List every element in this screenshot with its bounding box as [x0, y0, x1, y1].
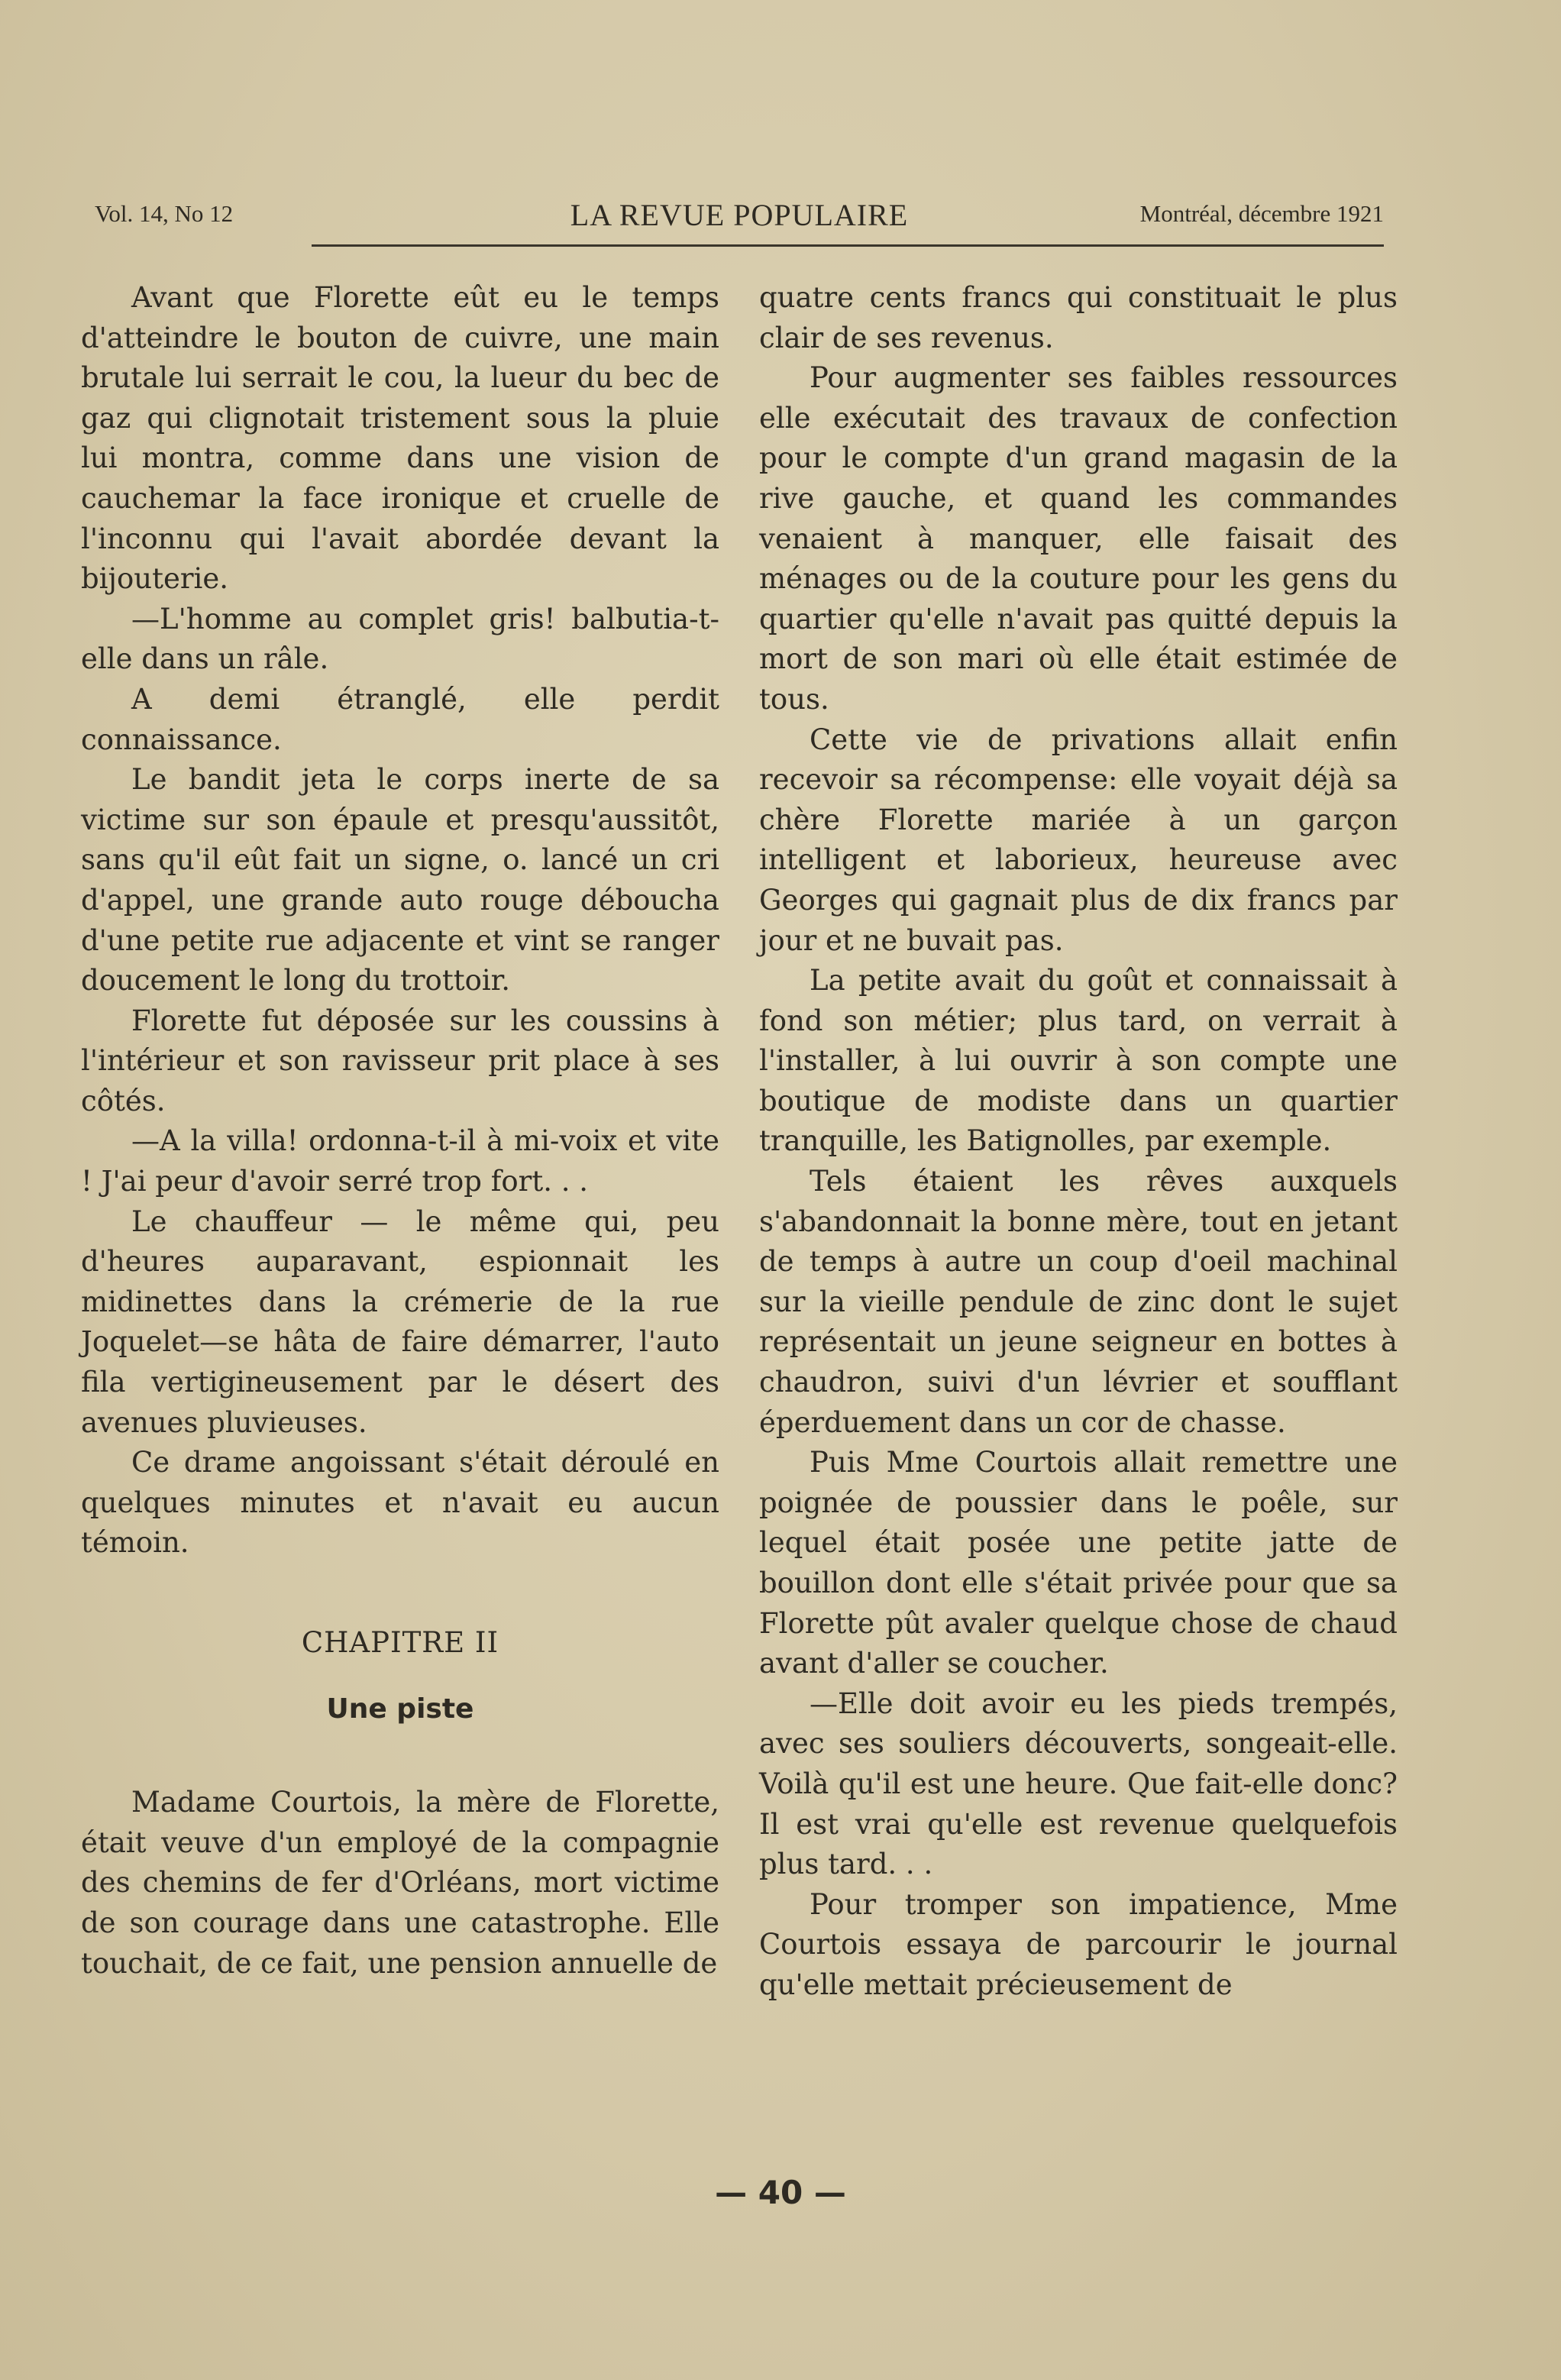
paragraph: Ce drame angoissant s'était déroulé en quelques minutes et n'avait eu aucun témoin.: [81, 1446, 719, 1560]
paragraph: Pour augmenter ses faibles ressources elle exécutait des travaux de confection pour le compte d'un grand magasin de la rive gauche, et quand les commandes venaient à manquer, elle faisait des ménages ou de la couture pour les gens du quartier qu'elle n'avait pas quitté depuis la mort de son mari où elle était estimée de tous.: [759, 361, 1398, 716]
paragraph: quatre cents francs qui constituait le plus clair de ses revenus.: [759, 281, 1398, 354]
paragraph: Tels étaient les rêves auxquels s'abandonnait la bonne mère, tout en jetant de temps à autre un coup d'oeil machinal sur la vieille pendule de zinc dont le sujet représentait un jeune seigneur en bottes à chaudron, suivi d'un lévrier et soufflant éperduement dans un cor de chasse.: [759, 1165, 1398, 1439]
page-number: — 40 —: [715, 2174, 846, 2211]
running-header: [95, 197, 1384, 234]
paragraph: A demi étranglé, elle perdit connaissance.: [81, 682, 719, 756]
paragraph: —A la villa! ordonna-t-il à mi-voix et vite ! J'ai peur d'avoir serré trop fort. . .: [81, 1124, 719, 1198]
paragraph: La petite avait du goût et connaissait à fond son métier; plus tard, on verrait à l'installer, à lui ouvrir à son compte une boutique de modiste dans un quartier tranquille, les Batignolles, par exemple.: [759, 964, 1398, 1158]
paragraph: Cette vie de privations allait enfin recevoir sa récompense: elle voyait déjà sa chère Florette mariée à un garçon intelligent et laborieux, heureuse avec Georges qui gagnait plus de dix francs par jour et ne buvait pas.: [759, 723, 1398, 957]
paragraph: Puis Mme Courtois allait remettre une poignée de poussier dans le poêle, sur lequel était posée une petite jatte de bouillon dont elle s'était privée pour que sa Florette pût avaler quelque chose de chaud avant d'aller se coucher.: [759, 1446, 1398, 1680]
paragraph: Avant que Florette eût eu le temps d'atteindre le bouton de cuivre, une main brutale lui serrait le cou, la lueur du bec de gaz qui clignotait tristement sous la pluie lui montra, comme dans une vision de cauchemar la face ironique et cruelle de l'inconnu qui l'avait abordée devant la bijouterie.: [81, 281, 719, 596]
paragraph: Florette fut déposée sur les coussins à l'intérieur et son ravisseur prit place à ses côtés.: [81, 1004, 719, 1117]
paragraph: —Elle doit avoir eu les pieds trempés, avec ses souliers découverts, songeait-elle. Voilà qu'il est une heure. Que fait-elle donc? Il est vrai qu'elle est revenue quelquefois plus tard. . .: [759, 1686, 1398, 1881]
paragraph: Pour tromper son impatience, Mme Courtois essaya de parcourir le journal qu'elle mettait précieusement de: [759, 1887, 1398, 2001]
section-title: Une piste: [326, 1693, 474, 1725]
paragraph: Madame Courtois, la mère de Florette, était veuve d'un employé de la compagnie des chemins de fer d'Orléans, mort victime de son courage dans une catastrophe. Elle touchait, de ce fait, une pension annuelle de: [81, 1786, 719, 1980]
paragraph: —L'homme au complet gris! balbutia-t-elle dans un râle.: [81, 602, 719, 676]
header-rule: [312, 244, 1384, 247]
journal-title: LA REVUE POPULAIRE: [570, 198, 909, 232]
volume-number: Vol. 14, No 12: [95, 200, 234, 227]
paragraph: Le chauffeur — le même qui, peu d'heures auparavant, espionnait les midinettes dans la crémerie de la rue Joquelet—se hâta de faire démarrer, l'auto fila vertigineusement par le désert des avenues pluvieuses.: [81, 1205, 719, 1439]
left-column: [81, 278, 719, 1984]
right-column: [759, 278, 1398, 2006]
paragraph: Le bandit jeta le corps inerte de sa victime sur son épaule et presqu'aussitôt, sans qu'il eût fait un signe, o. lancé un cri d'appel, une grande auto rouge déboucha d'une petite rue adjacente et vint se ranger doucement le long du trottoir.: [81, 763, 719, 998]
place-and-date: Montréal, décembre 1921: [1139, 200, 1384, 227]
chapter-heading: CHAPITRE II: [301, 1626, 499, 1659]
